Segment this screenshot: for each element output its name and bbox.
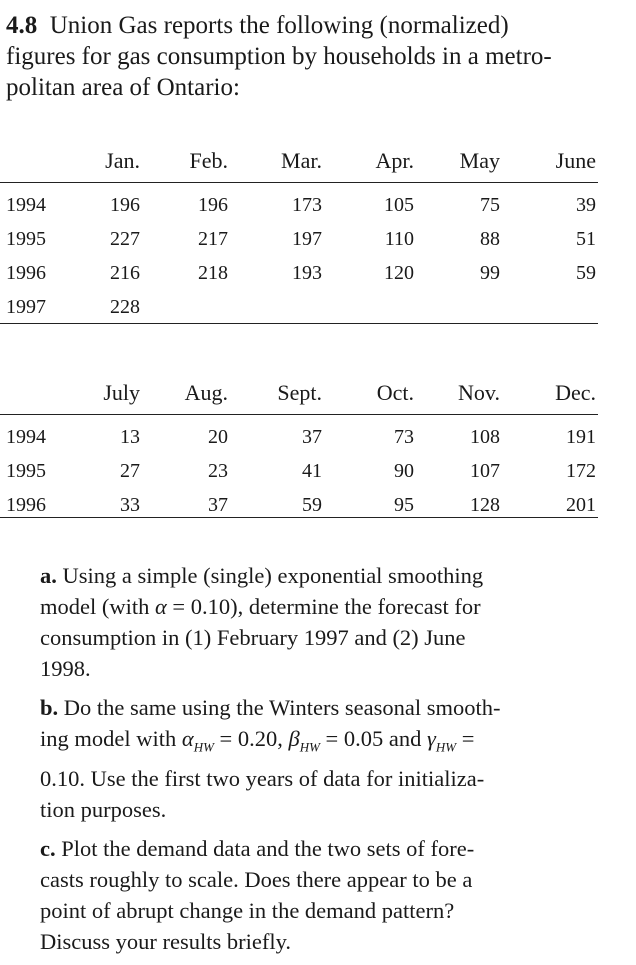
table-cell: 172 (566, 460, 596, 482)
month-header: Jan. (105, 148, 140, 173)
table-cell: 75 (480, 194, 500, 216)
question-a-line-4: 1998. (40, 656, 91, 681)
question-b (40, 692, 600, 825)
month-header: Mar. (281, 148, 322, 173)
intro-line-3: politan area of Ontario: (6, 74, 240, 101)
table-cell: 39 (576, 194, 596, 216)
month-header: Apr. (375, 148, 414, 173)
month-header: Aug. (184, 380, 228, 405)
consumption-table-jul-dec (0, 372, 598, 522)
table-cell: 37 (302, 426, 322, 448)
year-label: 1996 (6, 494, 46, 516)
table-cell: 228 (110, 296, 140, 318)
question-c-label: c. (40, 835, 56, 861)
table-cell: 37 (208, 494, 228, 516)
table-cell: 217 (198, 228, 228, 250)
month-header: July (103, 380, 140, 405)
table-cell: 173 (292, 194, 322, 216)
year-label: 1997 (6, 296, 46, 318)
table-cell: 20 (208, 426, 228, 448)
intro-text-1: Union Gas reports the following (normalized) (49, 12, 509, 39)
table-cell: 108 (470, 426, 500, 448)
table-cell: 120 (384, 262, 414, 284)
intro-line-2: figures for gas consumption by households in a metro- (6, 43, 552, 70)
question-list (40, 560, 600, 965)
table-cell: 27 (120, 460, 140, 482)
question-a-line-3: consumption in (1) February 1997 and (2) June (40, 625, 466, 650)
table-cell: 196 (110, 194, 140, 216)
table-cell: 196 (198, 194, 228, 216)
table-cell: 23 (208, 460, 228, 482)
month-header: Sept. (277, 380, 322, 405)
table-cell: 191 (566, 426, 596, 448)
problem-intro (6, 10, 606, 103)
question-b-line-4: tion purposes. (40, 796, 167, 822)
question-c-line-3: point of abrupt change in the demand pattern? (40, 897, 455, 923)
table-cell: 90 (394, 460, 414, 482)
table-cell: 95 (394, 494, 414, 516)
intro-line-1 (6, 10, 606, 41)
table-cell: 99 (480, 262, 500, 284)
consumption-table-jan-jun (0, 140, 598, 330)
month-header: Oct. (376, 380, 414, 405)
question-c-line-1: Plot the demand data and the two sets of fore- (61, 835, 475, 861)
table-cell: 59 (302, 494, 322, 516)
year-label: 1995 (6, 228, 46, 250)
question-c-line-2: casts roughly to scale. Does there appear to be a (40, 866, 473, 892)
question-a-line-2: model (with α = 0.10), determine the forecast for (40, 594, 481, 619)
table-cell: 218 (198, 262, 228, 284)
question-b-label: b. (40, 695, 59, 720)
table-cell: 110 (384, 228, 414, 250)
question-b-line-3: 0.10. Use the first two years of data for initializa- (40, 765, 485, 791)
question-b-line-1: Do the same using the Winters seasonal smooth- (63, 695, 501, 720)
table-cell: 33 (120, 494, 140, 516)
table-cell: 128 (470, 494, 500, 516)
year-label: 1994 (6, 194, 46, 216)
table-cell: 51 (576, 228, 596, 250)
table-cell: 73 (394, 426, 414, 448)
table-rule-top (0, 182, 598, 183)
table-rule-bottom (0, 323, 598, 324)
question-a (40, 560, 600, 684)
question-a-line-1: Using a simple (single) exponential smoothing (62, 563, 484, 588)
year-label: 1994 (6, 426, 46, 448)
month-header: May (459, 148, 500, 173)
table-rule-bottom (0, 517, 598, 518)
table-cell: 105 (384, 194, 414, 216)
table-rule-top (0, 414, 598, 415)
table-cell: 216 (110, 262, 140, 284)
year-label: 1996 (6, 262, 46, 284)
year-label: 1995 (6, 460, 46, 482)
month-header: Dec. (555, 380, 596, 405)
problem-number: 4.8 (6, 12, 38, 39)
table-cell: 227 (110, 228, 140, 250)
month-header: June (555, 148, 596, 173)
table-cell: 193 (292, 262, 322, 284)
question-c (40, 833, 600, 957)
table-cell: 197 (292, 228, 322, 250)
table-cell: 88 (480, 228, 500, 250)
table-cell: 41 (302, 460, 322, 482)
month-header: Feb. (189, 148, 228, 173)
table-cell: 201 (566, 494, 596, 516)
question-a-label: a. (40, 563, 57, 588)
table-cell: 59 (576, 262, 596, 284)
question-b-line-2: ing model with $\alpha_{HW} = 0.20$, $\beta_{HW} = 0.05$ and $\gamma_{HW}$ = (40, 726, 475, 755)
table-cell: 13 (120, 426, 140, 448)
month-header: Nov. (458, 380, 500, 405)
table-cell: 107 (470, 460, 500, 482)
question-c-line-4: Discuss your results briefly. (40, 928, 292, 954)
